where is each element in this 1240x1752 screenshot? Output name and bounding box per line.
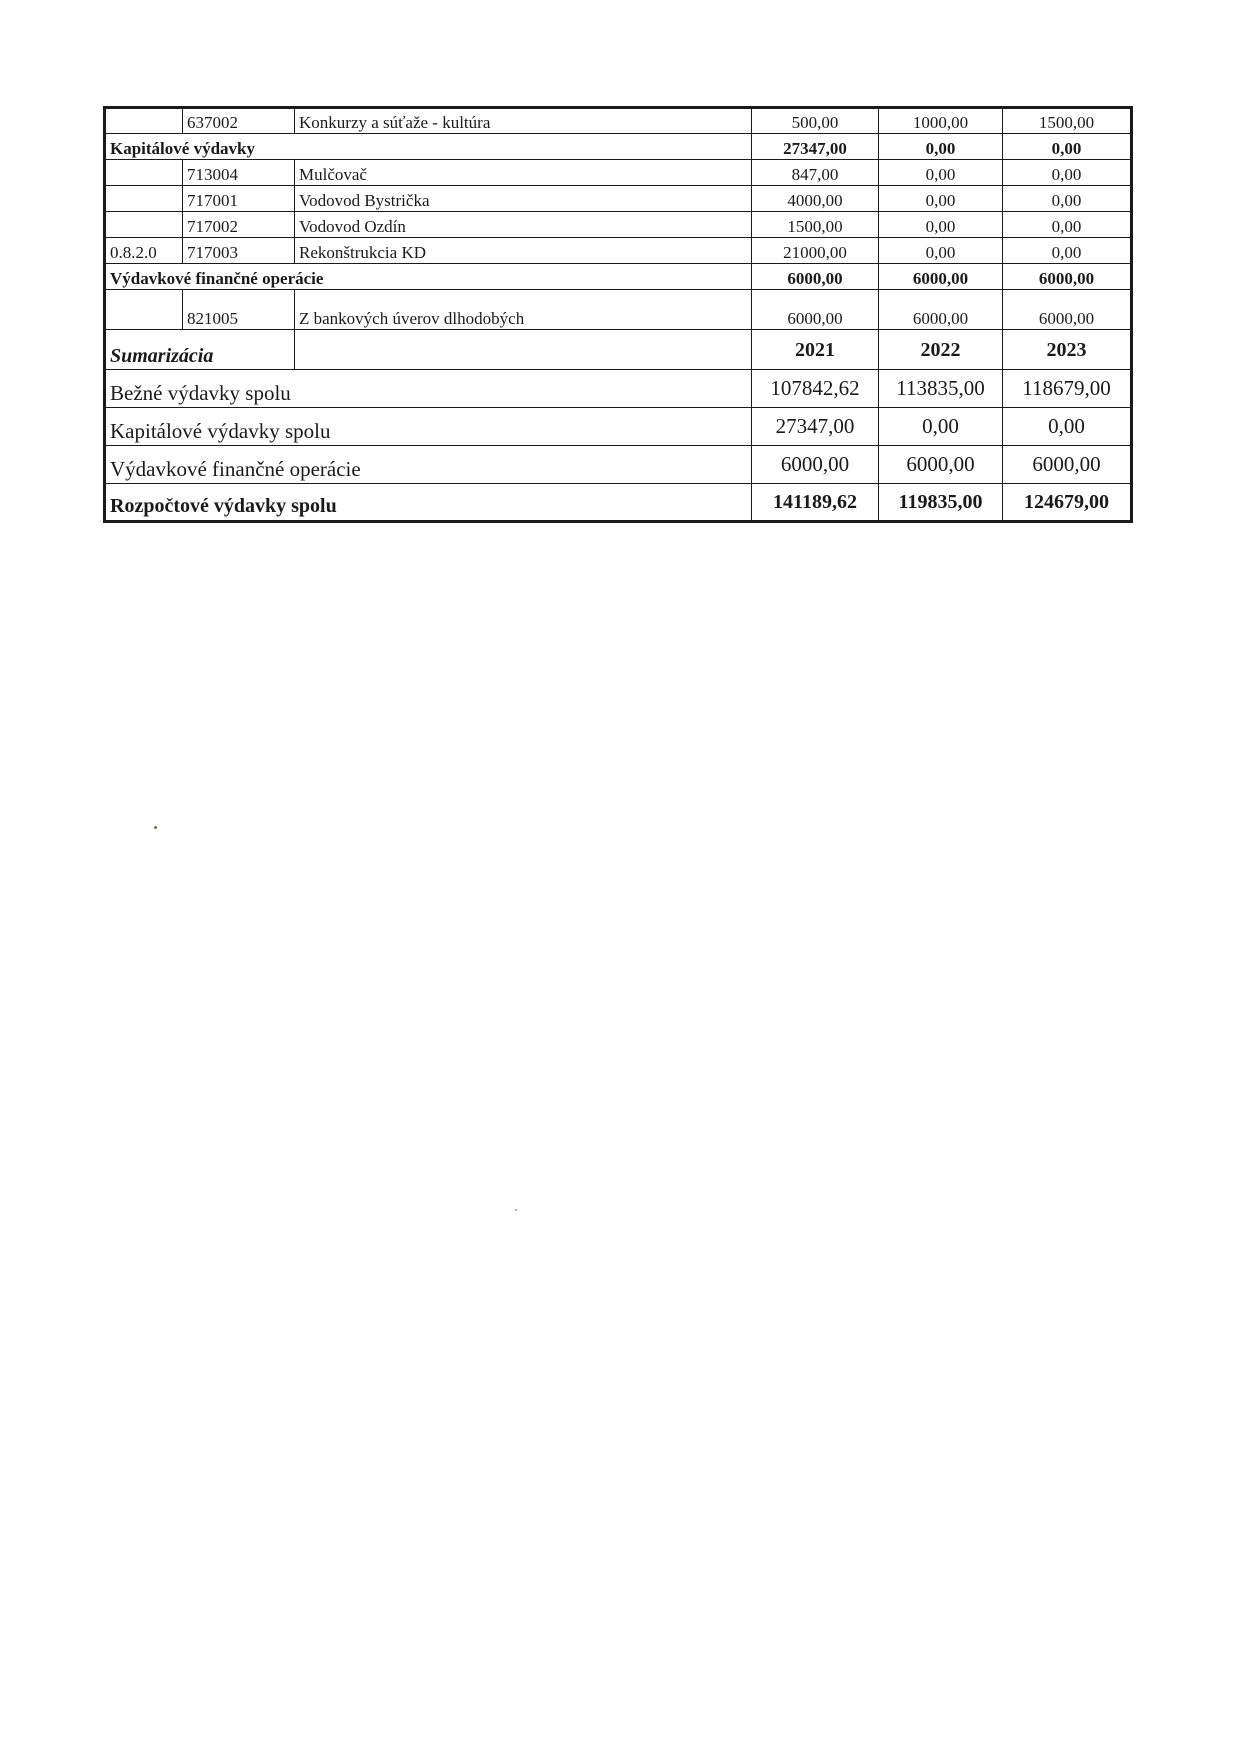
total-2023: 124679,00 xyxy=(1003,484,1132,522)
budget-expenditure-table xyxy=(103,106,1133,523)
amount-2021: 4000,00 xyxy=(752,186,879,212)
scan-speck xyxy=(154,826,157,829)
amount-2021: 6000,00 xyxy=(752,446,879,484)
total-row xyxy=(105,484,1132,522)
function-code-cell xyxy=(105,108,183,134)
function-code-cell xyxy=(105,160,183,186)
table-row xyxy=(105,186,1132,212)
scan-speck xyxy=(515,1209,517,1211)
table-row xyxy=(105,108,1132,134)
table-row xyxy=(105,160,1132,186)
item-name-cell: Konkurzy a súťaže - kultúra xyxy=(295,108,752,134)
amount-2023: 118679,00 xyxy=(1003,370,1132,408)
amount-2023: 0,00 xyxy=(1003,160,1132,186)
amount-2022: 113835,00 xyxy=(879,370,1003,408)
category-label: Výdavkové finančné operácie xyxy=(105,264,752,290)
amount-2021: 21000,00 xyxy=(752,238,879,264)
summary-row xyxy=(105,408,1132,446)
category-label: Kapitálové výdavky xyxy=(105,134,752,160)
function-code-cell xyxy=(105,290,183,330)
item-name-cell: Z bankových úverov dlhodobých xyxy=(295,290,752,330)
item-name-cell: Vodovod Ozdín xyxy=(295,212,752,238)
table-row xyxy=(105,238,1132,264)
item-code-cell: 821005 xyxy=(183,290,295,330)
summary-header-row xyxy=(105,330,1132,370)
category-row xyxy=(105,264,1132,290)
amount-2023: 6000,00 xyxy=(1003,446,1132,484)
amount-2023: 0,00 xyxy=(1003,408,1132,446)
item-name-cell: Vodovod Bystrička xyxy=(295,186,752,212)
amount-2021: 27347,00 xyxy=(752,408,879,446)
amount-2022: 6000,00 xyxy=(879,446,1003,484)
category-row xyxy=(105,134,1132,160)
summary-row xyxy=(105,370,1132,408)
amount-2022: 6000,00 xyxy=(879,264,1003,290)
amount-2021: 6000,00 xyxy=(752,264,879,290)
amount-2022: 0,00 xyxy=(879,212,1003,238)
year-2023: 2023 xyxy=(1003,330,1132,370)
amount-2021: 1500,00 xyxy=(752,212,879,238)
item-code-cell: 637002 xyxy=(183,108,295,134)
summary-label: Kapitálové výdavky spolu xyxy=(105,408,752,446)
summary-heading: Sumarizácia xyxy=(105,330,295,370)
function-code-cell xyxy=(105,186,183,212)
amount-2021: 107842,62 xyxy=(752,370,879,408)
amount-2022: 0,00 xyxy=(879,238,1003,264)
amount-2022: 0,00 xyxy=(879,186,1003,212)
amount-2023: 0,00 xyxy=(1003,212,1132,238)
amount-2021: 27347,00 xyxy=(752,134,879,160)
table-row xyxy=(105,290,1132,330)
summary-row xyxy=(105,446,1132,484)
amount-2023: 0,00 xyxy=(1003,238,1132,264)
total-2022: 119835,00 xyxy=(879,484,1003,522)
amount-2022: 0,00 xyxy=(879,160,1003,186)
amount-2022: 0,00 xyxy=(879,408,1003,446)
amount-2023: 6000,00 xyxy=(1003,290,1132,330)
total-label: Rozpočtové výdavky spolu xyxy=(105,484,752,522)
item-code-cell: 713004 xyxy=(183,160,295,186)
amount-2023: 6000,00 xyxy=(1003,264,1132,290)
function-code-cell xyxy=(105,212,183,238)
amount-2023: 0,00 xyxy=(1003,134,1132,160)
summary-label: Výdavkové finančné operácie xyxy=(105,446,752,484)
summary-label: Bežné výdavky spolu xyxy=(105,370,752,408)
summary-heading-spacer xyxy=(295,330,752,370)
amount-2021: 500,00 xyxy=(752,108,879,134)
item-code-cell: 717002 xyxy=(183,212,295,238)
amount-2022: 6000,00 xyxy=(879,290,1003,330)
table-row xyxy=(105,212,1132,238)
function-code-cell: 0.8.2.0 xyxy=(105,238,183,264)
amount-2022: 1000,00 xyxy=(879,108,1003,134)
amount-2021: 6000,00 xyxy=(752,290,879,330)
amount-2023: 0,00 xyxy=(1003,186,1132,212)
year-2022: 2022 xyxy=(879,330,1003,370)
item-name-cell: Rekonštrukcia KD xyxy=(295,238,752,264)
amount-2021: 847,00 xyxy=(752,160,879,186)
item-code-cell: 717003 xyxy=(183,238,295,264)
item-name-cell: Mulčovač xyxy=(295,160,752,186)
total-2021: 141189,62 xyxy=(752,484,879,522)
year-2021: 2021 xyxy=(752,330,879,370)
amount-2023: 1500,00 xyxy=(1003,108,1132,134)
item-code-cell: 717001 xyxy=(183,186,295,212)
amount-2022: 0,00 xyxy=(879,134,1003,160)
